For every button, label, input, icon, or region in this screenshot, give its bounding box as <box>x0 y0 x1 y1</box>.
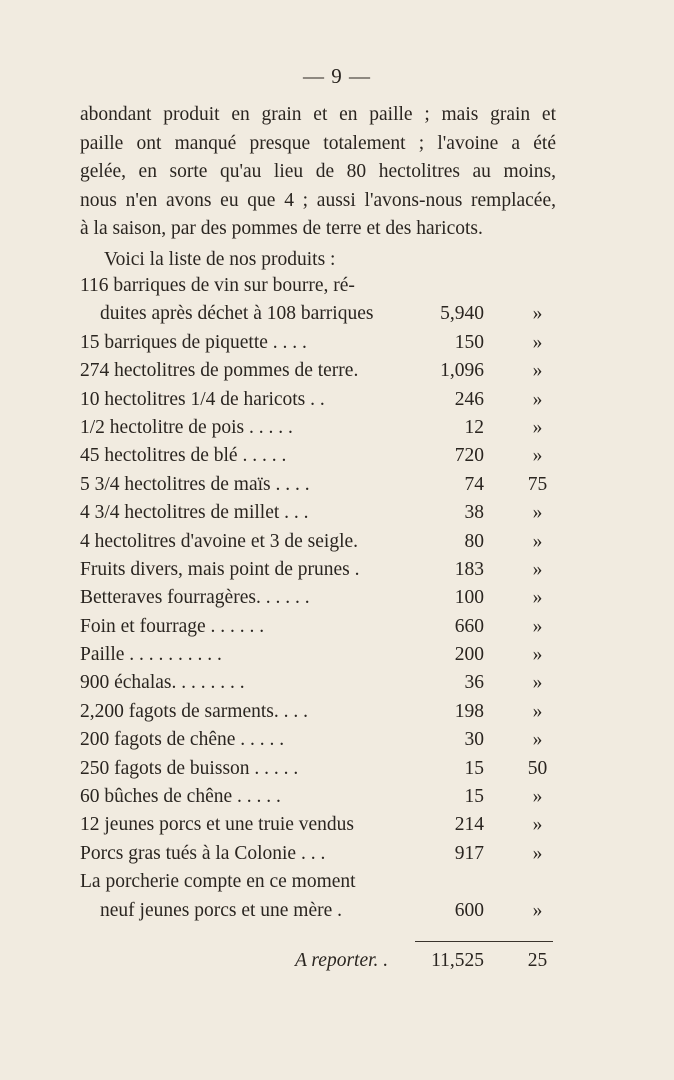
product-value: 720 <box>454 445 484 467</box>
product-cents: » <box>532 587 543 609</box>
product-label: 1/2 hectolitre de pois . . . . . <box>80 416 293 438</box>
product-cents: » <box>532 729 543 751</box>
product-cents: » <box>532 842 543 864</box>
table-row <box>0 417 674 445</box>
product-label: Foin et fourrage . . . . . . <box>80 615 265 637</box>
paragraph-line: paille ont manqué presque totalement ; l'avoine a été <box>80 132 556 154</box>
paragraph-line: nous n'en avons eu que 4 ; aussi l'avons-nous remplacée, <box>80 189 556 211</box>
product-cents: » <box>532 416 543 438</box>
product-label: 250 fagots de buisson . . . . . <box>80 757 299 779</box>
product-cents: » <box>532 530 543 552</box>
product-cents: » <box>532 331 543 353</box>
product-label: 900 échalas. . . . . . . . <box>80 672 245 694</box>
total-value: 11,525 <box>431 950 484 971</box>
product-label: 4 hectolitres d'avoine et 3 de seigle. <box>80 530 359 552</box>
table-row <box>0 303 674 331</box>
product-value: 15 <box>464 757 484 779</box>
table-row <box>0 871 674 899</box>
paragraph-line: abondant produit en grain et en paille ; mais grain et <box>80 104 556 125</box>
product-label: 12 jeunes porcs et une truie vendus <box>80 814 355 836</box>
sum-rule <box>415 941 553 942</box>
products-table <box>0 275 674 928</box>
table-row <box>0 332 674 360</box>
product-label: Betteraves fourragères. . . . . . <box>80 587 310 609</box>
table-row <box>0 758 674 786</box>
product-label: Fruits divers, mais point de prunes . <box>80 558 360 580</box>
table-row <box>0 531 674 559</box>
product-value: 660 <box>454 615 484 637</box>
product-cents: » <box>532 700 543 722</box>
table-row <box>0 360 674 388</box>
paragraph-line: à la saison, par des pommes de terre et des haricots. <box>80 218 483 239</box>
table-row <box>0 474 674 502</box>
product-label: 200 fagots de chêne . . . . . <box>80 729 285 751</box>
total-label: A reporter. . <box>295 950 389 971</box>
product-value: 150 <box>454 331 484 353</box>
table-row <box>0 843 674 871</box>
body-paragraph <box>80 101 556 244</box>
product-label: 10 hectolitres 1/4 de haricots . . <box>80 388 325 410</box>
total-cents: 25 <box>527 950 548 971</box>
page-number: — 9 — <box>303 64 371 88</box>
product-cents: » <box>532 672 543 694</box>
product-label: 15 barriques de piquette . . . . <box>80 331 307 353</box>
product-value: 5,940 <box>440 303 484 325</box>
table-row <box>0 445 674 473</box>
product-label: 5 3/4 hectolitres de maïs . . . . <box>80 473 310 495</box>
product-value: 214 <box>454 814 484 836</box>
product-label: Porcs gras tués à la Colonie . . . <box>80 842 326 864</box>
product-value: 38 <box>464 502 484 524</box>
table-row <box>0 389 674 417</box>
paragraph-line: gelée, en sorte qu'au lieu de 80 hectolitres au moins, <box>80 161 556 182</box>
total-row <box>0 950 674 978</box>
product-value: 183 <box>454 558 484 580</box>
table-row <box>0 701 674 729</box>
list-intro: Voici la liste de nos produits : <box>104 249 336 270</box>
table-row <box>0 275 674 303</box>
product-label: 45 hectolitres de blé . . . . . <box>80 445 287 467</box>
table-row <box>0 814 674 842</box>
product-value: 198 <box>454 700 484 722</box>
product-cents: » <box>532 786 543 808</box>
table-row <box>0 786 674 814</box>
product-value: 30 <box>464 729 484 751</box>
product-cents: » <box>532 615 543 637</box>
product-value: 74 <box>464 473 484 495</box>
product-value: 15 <box>464 786 484 808</box>
product-value: 246 <box>454 388 484 410</box>
product-label: 2,200 fagots de sarments. . . . <box>80 700 309 722</box>
product-cents: » <box>532 445 543 467</box>
product-label: 274 hectolitres de pommes de terre. <box>80 360 359 382</box>
product-value: 36 <box>464 672 484 694</box>
product-cents: 50 <box>527 757 548 779</box>
table-row <box>0 616 674 644</box>
product-label: La porcherie compte en ce moment <box>80 871 356 893</box>
table-row <box>0 559 674 587</box>
product-value: 100 <box>454 587 484 609</box>
product-cents: » <box>532 644 543 666</box>
product-cents: » <box>532 388 543 410</box>
product-cents: » <box>532 558 543 580</box>
product-label: Paille . . . . . . . . . . <box>80 644 222 666</box>
product-label: duites après déchet à 108 barriques <box>100 303 374 325</box>
product-value: 917 <box>454 842 484 864</box>
product-cents: 75 <box>527 473 548 495</box>
product-value: 200 <box>454 644 484 666</box>
product-cents: » <box>532 899 543 921</box>
table-row <box>0 672 674 700</box>
product-cents: » <box>532 303 543 325</box>
product-cents: » <box>532 360 543 382</box>
table-row <box>0 587 674 615</box>
product-label: 116 barriques de vin sur bourre, ré- <box>80 275 355 296</box>
product-label: 4 3/4 hectolitres de millet . . . <box>80 502 309 524</box>
product-cents: » <box>532 502 543 524</box>
table-row <box>0 729 674 757</box>
product-value: 600 <box>454 899 484 921</box>
product-label: 60 bûches de chêne . . . . . <box>80 786 281 808</box>
product-cents: » <box>532 814 543 836</box>
product-value: 12 <box>464 416 484 438</box>
product-value: 1,096 <box>440 360 484 382</box>
table-row <box>0 502 674 530</box>
product-value: 80 <box>464 530 484 552</box>
table-row <box>0 644 674 672</box>
table-row <box>0 900 674 928</box>
product-label: neuf jeunes porcs et une mère . <box>100 899 343 921</box>
